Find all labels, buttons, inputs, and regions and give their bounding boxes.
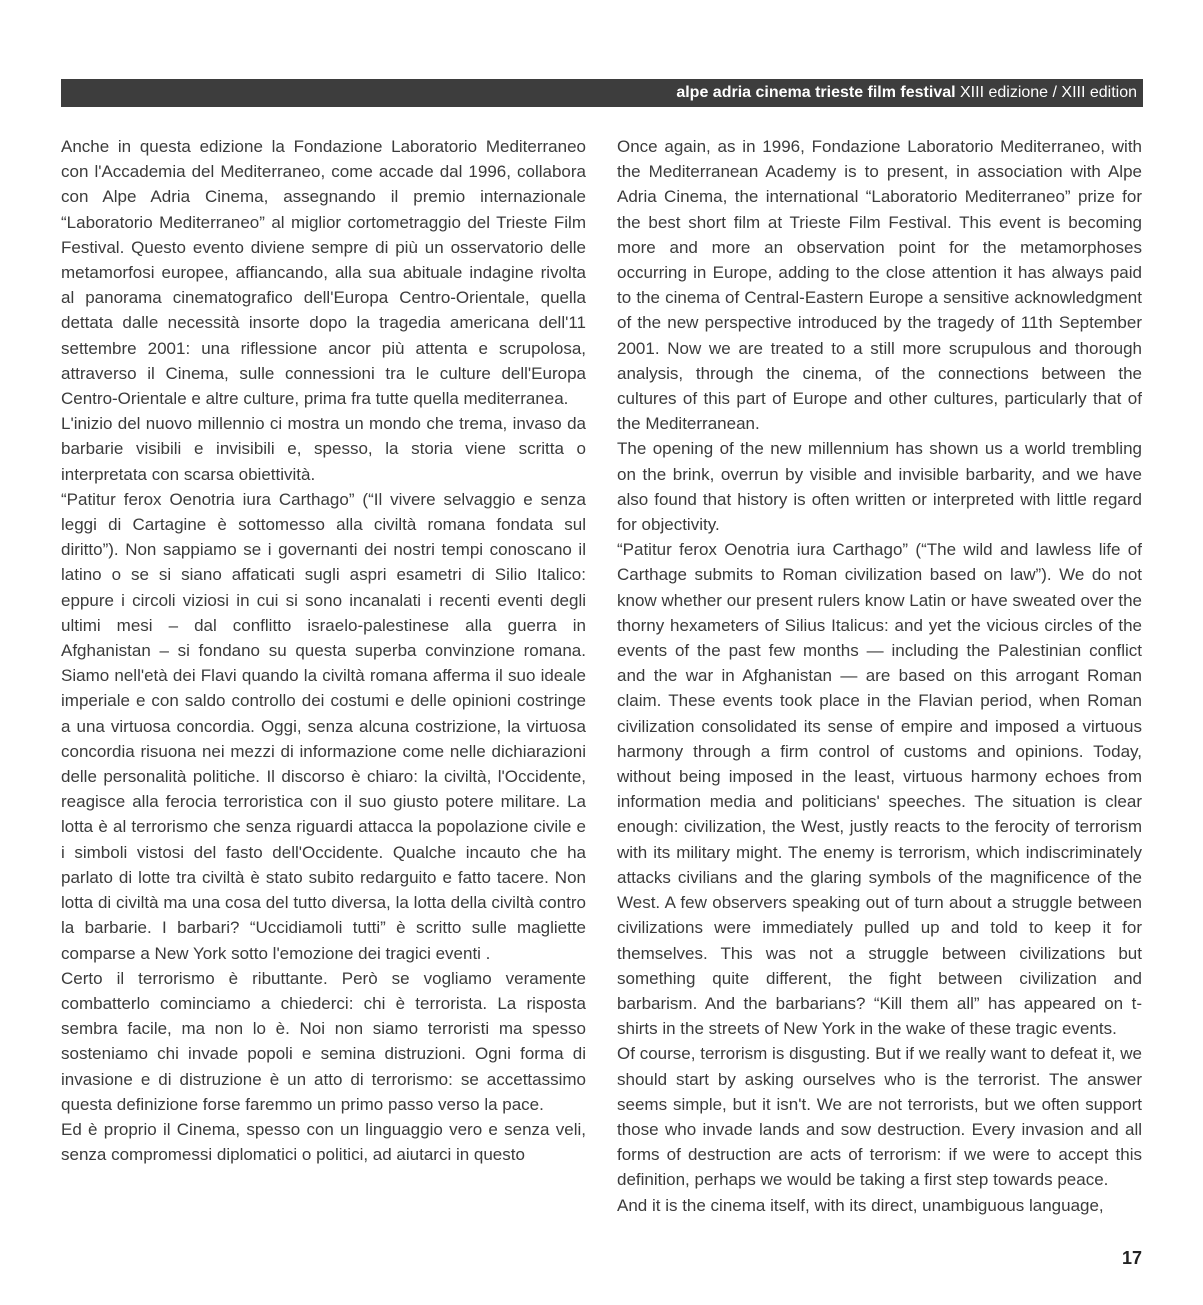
italian-paragraph-5: Ed è proprio il Cinema, spesso con un linguaggio vero e senza veli, senza compromessi diplomatici o politici, ad aiutarci in questo bbox=[61, 1119, 586, 1165]
italian-paragraph-1: Anche in questa edizione la Fondazione Laboratorio Mediterraneo con l'Accademia del Mediterraneo, come accade dal 1996, collabora con Alpe Adria Cinema, assegnando il premio internazionale “Laboratorio Mediterraneo” al miglior cortometraggio del Trieste Film Festival. Questo evento diviene sempre di più un osservatorio delle metamorfosi europee, affiancando, alla sua abituale indagine rivolta al panorama cinematografico dell'Europa Centro-Orientale, quella dettata dalle necessità insorte dopo la tragedia americana dell'11 settembre 2001: una riflessione ancor più attenta e scrupolosa, attraverso il Cinema, sulle connessioni tra le culture dell'Europa Centro-Orientale e altre culture, prima fra tutte quella mediterranea. bbox=[61, 137, 586, 409]
english-paragraph-4: Of course, terrorism is disgusting. But if we really want to defeat it, we should start by asking ourselves who is the terrorist. The answer seems simple, but it isn't. We are not terrorists, but we often support those who invade lands and sow destruction. Every invasion and all forms of destruction are acts of terrorism: if we were to accept this definition, perhaps we would be taking a first step towards peace. bbox=[617, 1044, 1142, 1190]
running-header bbox=[61, 79, 1143, 107]
italian-paragraph-4: Certo il terrorismo è ributtante. Però se vogliamo veramente combatterlo cominciamo a chiederci: chi è terrorista. La risposta sembra facile, ma non lo è. Noi non siamo terroristi ma spesso sosteniamo chi invade popoli e semina distruzioni. Ogni forma di invasione e di distruzione è un atto di terrorismo: se accettassimo questa definizione forse faremmo un primo passo verso la pace. bbox=[61, 968, 586, 1114]
english-paragraph-3: “Patitur ferox Oenotria iura Carthago” (“The wild and lawless life of Carthage submits to Roman civilization based on law”). We do not know whether our present rulers know Latin or have sweated over the thorny hexameters of Silius Italicus: and yet the vicious circles of the events of the past few months — including the Palestinian conflict and the war in Afghanistan — are based on this arrogant Roman claim. These events took place in the Flavian period, when Roman civilization consolidated its sense of empire and imposed a virtuous harmony through a firm control of customs and opinions. Today, without being imposed in the least, virtuous harmony echoes from information media and politicians' speeches. The situation is clear enough: civilization, the West, justly reacts to the ferocity of terrorism with its military might. The enemy is terrorism, which indiscriminately attacks civilians and the glaring symbols of the magnificence of the West. A few observers speaking out of turn about a struggle between civilizations were immediately pulled up and told to keep it for themselves. This was not a struggle between civilizations but something quite different, the fight between civilization and barbarism. And the barbarians? “Kill them all” has appeared on t-shirts in the streets of New York in the wake of these tragic events. bbox=[617, 540, 1142, 1039]
page-number: 17 bbox=[1121, 1248, 1142, 1268]
italian-paragraph-3: “Patitur ferox Oenotria iura Carthago” (“Il vivere selvaggio e senza leggi di Cartagine è sottomesso alla civiltà romana fondata sul diritto”). Non sappiamo se i governanti dei nostri tempi conoscano il latino o se si siano affaticati sugli aspri esametri di Silio Italico: eppure i circoli viziosi in cui si sono incanalati i recenti eventi degli ultimi mesi – dal conflitto israelo-palestinese alla guerra in Afghanistan – si fondano su questa superba convinzione romana. Siamo nell'età dei Flavi quando la civiltà romana afferma il suo ideale imperiale e con saldo controllo dei costumi e delle opinioni costringe a una virtuosa concordia. Oggi, senza alcuna costrizione, la virtuosa concordia risuona nei mezzi di informazione come nelle dichiarazioni delle personalità politiche. Il discorso è chiaro: la civiltà, l'Occidente, reagisce alla ferocia terroristica con il suo giusto potere militare. La lotta è al terrorismo che senza riguardi attacca la popolazione civile e i simboli vistosi del fasto dell'Occidente. Qualche incauto che ha parlato di lotte tra civiltà è stato subito redarguito e fatto tacere. Non lotta di civiltà ma una cosa del tutto diversa, la lotta della civiltà contro la barbarie. I barbari? “Uccidiamoli tutti” è scritto sulle magliette comparse a New York sotto l'emozione dei tragici eventi . bbox=[61, 489, 586, 963]
italian-paragraph-2: L'inizio del nuovo millennio ci mostra un mondo che trema, invaso da barbarie visibili e invisibili e, spesso, la storia viene scritta o interpretata con scarsa obiettività. bbox=[61, 414, 586, 484]
festival-title: alpe adria cinema trieste film festival bbox=[676, 84, 956, 101]
edition-label: XIII edizione / XIII edition bbox=[955, 84, 1137, 101]
english-paragraph-1: Once again, as in 1996, Fondazione Laboratorio Mediterraneo, with the Mediterranean Academy is to present, in association with Alpe Adria Cinema, the international “Laboratorio Mediterraneo” prize for the best short film at Trieste Film Festival. This event is becoming more and more an observation point for the metamorphoses occurring in Europe, adding to the close attention it has always paid to the cinema of Central-Eastern Europe a sensitive acknowledgment of the new perspective introduced by the tragedy of 11th September 2001. Now we are treated to a still more scrupulous and thorough analysis, through the cinema, of the connections between the cultures of this part of Europe and other cultures, particularly that of the Mediterranean. bbox=[617, 137, 1142, 434]
english-column bbox=[617, 134, 1142, 1218]
italian-column bbox=[61, 134, 586, 1167]
english-paragraph-5: And it is the cinema itself, with its direct, unambiguous language, bbox=[617, 1195, 1104, 1215]
english-paragraph-2: The opening of the new millennium has shown us a world trembling on the brink, overrun by visible and invisible barbarity, and we have also found that history is often written or interpreted with little regard for objectivity. bbox=[617, 439, 1142, 535]
